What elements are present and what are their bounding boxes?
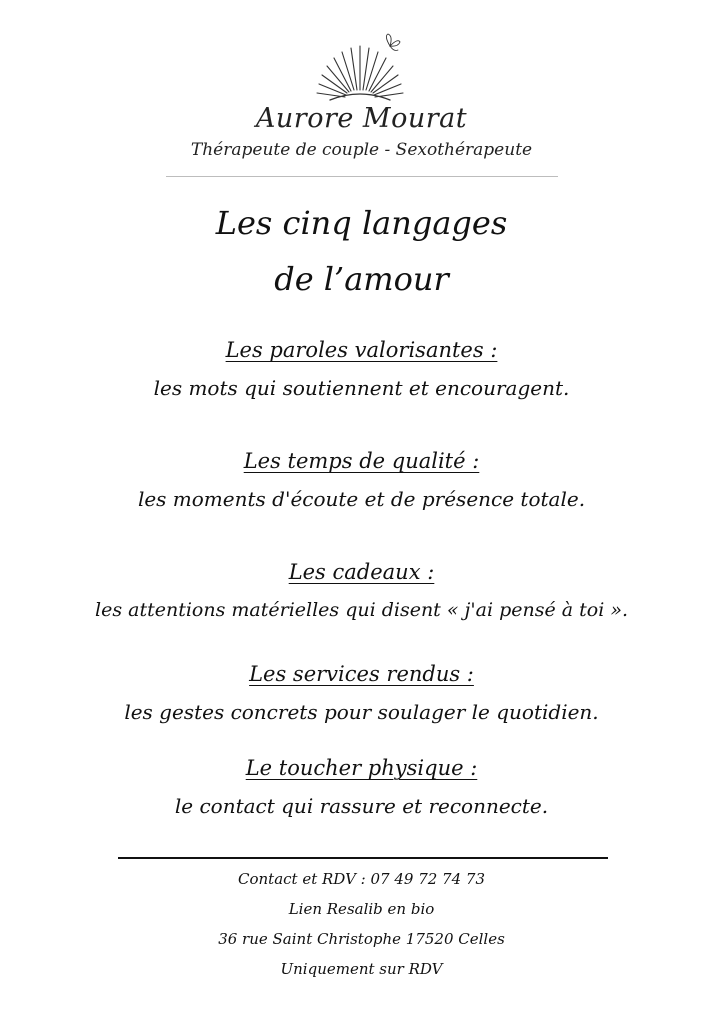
contact-address: 36 rue Saint Christophe 17520 Celles — [218, 930, 505, 948]
language-heading-quality-time: Les temps de qualité : — [243, 449, 480, 473]
language-description-gifts: les attentions matérielles qui disent « j'ai pensé à toi ». — [95, 599, 628, 621]
therapist-subtitle: Thérapeute de couple - Sexothérapeute — [190, 140, 533, 160]
language-heading-words: Les paroles valorisantes : — [225, 338, 498, 362]
sun-rays-butterfly-icon — [300, 32, 420, 104]
contact-appointment-note: Uniquement sur RDV — [280, 960, 443, 978]
therapist-name: Aurore Mourat — [255, 103, 468, 134]
language-description-touch: le contact qui rassure et reconnecte. — [174, 794, 549, 818]
language-description-words: les mots qui soutiennent et encouragent. — [153, 376, 570, 400]
language-heading-services: Les services rendus : — [249, 662, 474, 686]
page-title-line-2: de l’amour — [274, 260, 449, 298]
language-description-services: les gestes concrets pour soulager le quotidien. — [124, 700, 599, 724]
contact-phone: Contact et RDV : 07 49 72 74 73 — [238, 870, 485, 888]
contact-bio-link: Lien Resalib en bio — [288, 900, 435, 918]
footer-divider — [118, 857, 608, 859]
language-heading-touch: Le toucher physique : — [245, 756, 478, 780]
language-description-quality-time: les moments d'écoute et de présence totale. — [137, 487, 586, 511]
language-heading-gifts: Les cadeaux : — [288, 560, 435, 584]
page-title-line-1: Les cinq langages — [215, 204, 508, 242]
header-divider — [166, 176, 558, 177]
